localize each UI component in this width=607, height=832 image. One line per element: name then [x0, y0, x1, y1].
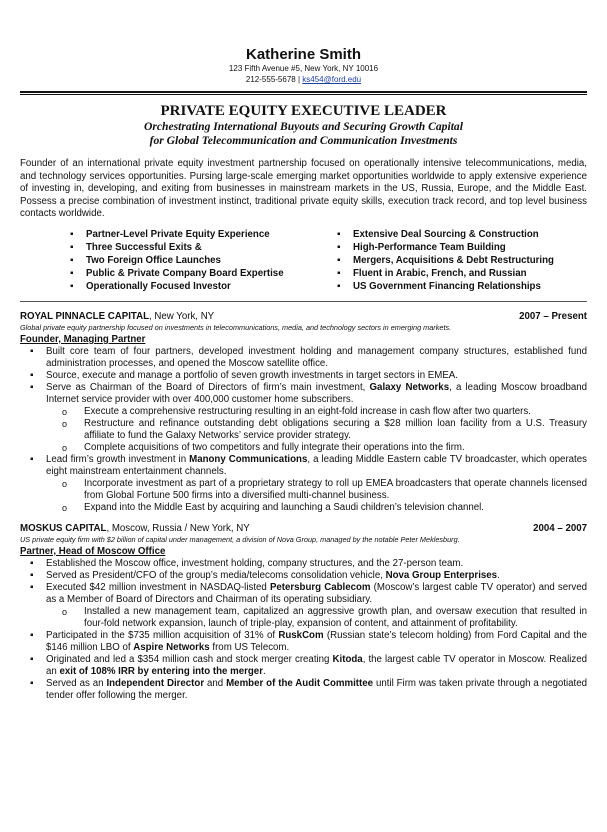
job-moskus-capital — [20, 523, 587, 702]
sub-bullets — [46, 406, 587, 454]
list-item: ▪ Executed $42 million investment in NASDAQ-listed Petersburg Cablecom (Moscow’s largest cable TV operator) and served as a Member of Board of Directors and Chairman of its operating subsidiary. o Installed a new management team, capitalized an aggressive growth plan, and oversaw execution that resulted in four-fold network expansion, launch of triple-play, expansion of content, and attainment of profitability. — [30, 582, 587, 630]
job-bullets — [20, 346, 587, 514]
competency-item: ▪ US Government Financing Relationships — [337, 280, 577, 293]
job-role: Partner, Head of Moscow Office — [20, 545, 166, 557]
competency-item: ▪ Partner-Level Private Equity Experience — [70, 228, 337, 241]
sub-list-item: o Installed a new management team, capitalized an aggressive growth plan, and oversaw execution that resulted in four-fold network expansion, launch of triple-play, expansion of content, and attainment of profitability. — [60, 606, 587, 630]
list-item: ▪ Participated in the $735 million acquisition of 31% of RuskCom (Russian state’s telecom holding) from Ford Capital and the $146 million LBO of Aspire Networks from US Telecom. — [30, 630, 587, 654]
job-role: Founder, Managing Partner — [20, 333, 146, 345]
company-name: MOSKUS CAPITAL — [20, 522, 107, 534]
sub-list-item: o Complete acquisitions of two competitors and fully integrate their operations into the firm. — [60, 442, 587, 454]
job-dates: 2007 – Present — [519, 310, 587, 322]
sub-list-item: o Incorporate investment as part of a proprietary strategy to roll up EMEA broadcasters that operate channels licensed from Global Fortune 500 firms into a diversified multi-channel business. — [60, 478, 587, 502]
phone: 212-555-5678 | — [245, 75, 301, 84]
list-item: ▪ Serve as Chairman of the Board of Directors of firm’s main investment, Galaxy Networks, a leading Moscow broadband Internet service provider with over 400,000 customer home subscribers. o Execute a comprehensive restructuring resulting in an eight-fold increase in cash flow after two quarters. o Restructure and refinance outstanding debt obligations securing a $28 million loan facility from a U.S. Treasury affiliate to fund the Galaxy Networks’ service provider strategy. o Complete acquisitions of two competitors and fully integrate their operations into the firm. — [30, 382, 587, 454]
header-rule-thick — [20, 91, 587, 93]
competency-item: ▪ Two Foreign Office Launches — [70, 254, 337, 267]
sub-list-item: o Execute a comprehensive restructuring resulting in an eight-fold increase in cash flow after two quarters. — [60, 406, 587, 418]
competency-item: ▪ Public & Private Company Board Expertise — [70, 267, 337, 280]
competency-item: ▪ Extensive Deal Sourcing & Construction — [337, 228, 577, 241]
competency-item: ▪ Fluent in Arabic, French, and Russian — [337, 267, 577, 280]
job-bullets — [20, 558, 587, 702]
job-company-line — [20, 523, 250, 535]
headline-sub-1: Orchestrating International Buyouts and Securing Growth Capital — [144, 120, 463, 133]
competency-item: ▪ Three Successful Exits & — [70, 241, 337, 254]
competencies — [20, 228, 587, 293]
competency-item: ▪ High-Performance Team Building — [337, 241, 577, 254]
candidate-name: Katherine Smith — [245, 46, 362, 63]
list-item: ▪ Source, execute and manage a portfolio of seven growth investments in target sectors in EMEA. — [30, 370, 587, 382]
competency-item: ▪ Operationally Focused Investor — [70, 280, 337, 293]
job-royal-pinnacle — [20, 311, 587, 514]
company-location: , Moscow, Russia / New York, NY — [106, 522, 250, 534]
list-item: ▪ Served as President/CFO of the group’s media/telecoms consolidation vehicle, Nova Group Enterprises. — [30, 570, 587, 582]
summary-paragraph: Founder of an international private equity investment partnership focused on operationally intensive telecommunications, media, and technology services opportunities. Pursing large-scale emerging market opportunities worldwide to apply extensive experience of investing in, developing, and exiting from businesses in mainstream markets in the US, Russia, Europe, and the Middle East. Possess a precise combination of investment instinct, traditional private equity skills, execution track record, and top level business contacts worldwide. — [20, 158, 587, 220]
company-description: US private equity firm with $2 billion of capital under management, a division of Nova Group, managed by the notable Peter Meklesburg. — [20, 534, 460, 544]
sub-bullets — [46, 606, 587, 630]
job-heading — [20, 523, 587, 535]
competency-item: ▪ Mergers, Acquisitions & Debt Restructuring — [337, 254, 577, 267]
headline-title: PRIVATE EQUITY EXECUTIVE LEADER — [160, 103, 447, 119]
company-name: ROYAL PINNACLE CAPITAL — [20, 310, 149, 322]
list-item: ▪ Originated and led a $354 million cash and stock merger creating Kitoda, the largest cable TV operator in Moscow. Realized an exit of 108% IRR by entering into the merger. — [30, 654, 587, 678]
list-item: ▪ Served as an Independent Director and Member of the Audit Committee until Firm was taken private through a negotiated tender offer following the merger. — [30, 678, 587, 702]
sub-list-item: o Restructure and refinance outstanding debt obligations securing a $28 million loan facility from a U.S. Treasury affiliate to fund the Galaxy Networks’ service provider strategy. — [60, 418, 587, 442]
company-location: , New York, NY — [149, 310, 215, 322]
company-description: Global private equity partnership focused on investments in telecommunications, media, and technology sectors in emerging markets. — [20, 322, 452, 332]
resume-page — [0, 46, 607, 832]
sub-list-item: o Expand into the Middle East by acquiring and launching a Saudi children’s television channel. — [60, 502, 587, 514]
list-item: ▪ Established the Moscow office, investment holding, company structures, and the 27-person team. — [30, 558, 587, 570]
phone-email-line — [20, 74, 587, 85]
competencies-left — [70, 228, 337, 293]
section-divider — [20, 301, 587, 302]
job-heading — [20, 311, 587, 323]
job-company-line — [20, 311, 214, 323]
address: 123 Fifth Avenue #5, New York, NY 10016 — [228, 64, 379, 73]
sub-bullets — [46, 478, 587, 514]
email-link[interactable]: ks454@ford.edu — [302, 75, 362, 84]
headline-sub-2: for Global Telecommunication and Communication Investments — [149, 134, 458, 147]
header-rule-thin — [20, 94, 587, 95]
job-dates: 2004 – 2007 — [533, 522, 587, 534]
contact-header — [20, 46, 587, 85]
competencies-right — [337, 228, 577, 293]
list-item: ▪ Lead firm’s growth investment in Manony Communications, a leading Middle Eastern cable TV broadcaster, which operates eight mainstream entertainment channels. o Incorporate investment as part of a proprietary strategy to roll up EMEA broadcasters that operate channels licensed from Global Fortune 500 firms into a diversified multi-channel business. o Expand into the Middle East by acquiring and launching a Saudi children’s television channel. — [30, 454, 587, 514]
list-item: ▪ Built core team of four partners, developed investment holding and management company structures, established fund administration processes, and opened the Moscow satellite office. — [30, 346, 587, 370]
